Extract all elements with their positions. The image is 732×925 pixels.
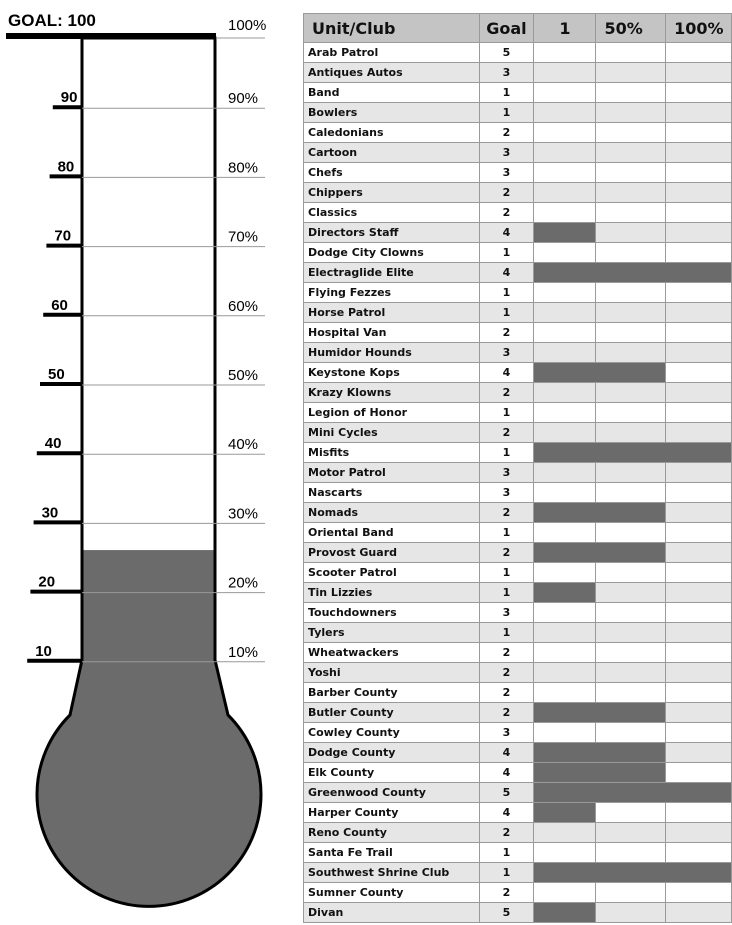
unit-name-cell: Electraglide Elite bbox=[304, 263, 480, 283]
progress-cell-2 bbox=[596, 183, 666, 203]
unit-name-cell: Scooter Patrol bbox=[304, 563, 480, 583]
table-row bbox=[304, 603, 732, 623]
goal-cell: 4 bbox=[479, 223, 534, 243]
progress-cell-2 bbox=[596, 403, 666, 423]
unit-name-cell: Tin Lizzies bbox=[304, 583, 480, 603]
progress-cell-2 bbox=[596, 643, 666, 663]
progress-cell-3 bbox=[666, 863, 732, 883]
progress-cell-1 bbox=[534, 263, 596, 283]
progress-cell-3 bbox=[666, 543, 732, 563]
progress-cell-3 bbox=[666, 483, 732, 503]
table-row bbox=[304, 503, 732, 523]
table-row bbox=[304, 63, 732, 83]
progress-cell-2 bbox=[596, 703, 666, 723]
unit-name-cell: Flying Fezzes bbox=[304, 283, 480, 303]
progress-cell-1 bbox=[534, 403, 596, 423]
progress-cell-3 bbox=[666, 83, 732, 103]
unit-name-cell: Caledonians bbox=[304, 123, 480, 143]
progress-cell-3 bbox=[666, 643, 732, 663]
progress-cell-2 bbox=[596, 83, 666, 103]
unit-name-cell: Mini Cycles bbox=[304, 423, 480, 443]
progress-cell-2 bbox=[596, 663, 666, 683]
table-row bbox=[304, 363, 732, 383]
unit-name-cell: Harper County bbox=[304, 803, 480, 823]
tick-label: 40 bbox=[44, 435, 62, 453]
progress-cell-1 bbox=[534, 383, 596, 403]
progress-cell-2 bbox=[596, 603, 666, 623]
unit-name-cell: Krazy Klowns bbox=[304, 383, 480, 403]
goal-cell: 3 bbox=[479, 343, 534, 363]
header-goal: Goal bbox=[479, 14, 534, 43]
percent-label: 40% bbox=[228, 436, 259, 454]
progress-cell-2 bbox=[596, 263, 666, 283]
progress-cell-1 bbox=[534, 743, 596, 763]
goal-cell: 3 bbox=[479, 163, 534, 183]
goal-cell: 3 bbox=[479, 723, 534, 743]
unit-name-cell: Cowley County bbox=[304, 723, 480, 743]
progress-cell-2 bbox=[596, 623, 666, 643]
unit-name-cell: Humidor Hounds bbox=[304, 343, 480, 363]
progress-cell-3 bbox=[666, 103, 732, 123]
progress-cell-1 bbox=[534, 43, 596, 63]
progress-cell-2 bbox=[596, 103, 666, 123]
unit-name-cell: Yoshi bbox=[304, 663, 480, 683]
progress-cell-3 bbox=[666, 803, 732, 823]
goal-cell: 3 bbox=[479, 463, 534, 483]
progress-cell-3 bbox=[666, 823, 732, 843]
unit-name-cell: Southwest Shrine Club bbox=[304, 863, 480, 883]
unit-name-cell: Misfits bbox=[304, 443, 480, 463]
goal-cell: 1 bbox=[479, 563, 534, 583]
tick-label: 80 bbox=[57, 158, 75, 176]
progress-cell-3 bbox=[666, 263, 732, 283]
table-row bbox=[304, 903, 732, 923]
progress-cell-3 bbox=[666, 243, 732, 263]
unit-name-cell: Reno County bbox=[304, 823, 480, 843]
percent-label: 80% bbox=[228, 159, 259, 177]
progress-cell-2 bbox=[596, 743, 666, 763]
goal-cell: 1 bbox=[479, 443, 534, 463]
percent-label: 90% bbox=[228, 90, 259, 108]
goal-cell: 5 bbox=[479, 903, 534, 923]
percent-label: 30% bbox=[228, 505, 259, 523]
goal-cell: 1 bbox=[479, 623, 534, 643]
progress-cell-3 bbox=[666, 623, 732, 643]
progress-cell-1 bbox=[534, 563, 596, 583]
unit-name-cell: Antiques Autos bbox=[304, 63, 480, 83]
table-row bbox=[304, 483, 732, 503]
progress-cell-3 bbox=[666, 283, 732, 303]
progress-cell-2 bbox=[596, 783, 666, 803]
goal-cell: 2 bbox=[479, 683, 534, 703]
table-header-row bbox=[304, 14, 732, 43]
progress-cell-2 bbox=[596, 583, 666, 603]
progress-cell-1 bbox=[534, 523, 596, 543]
goal-cell: 1 bbox=[479, 583, 534, 603]
unit-name-cell: Provost Guard bbox=[304, 543, 480, 563]
progress-cell-1 bbox=[534, 903, 596, 923]
progress-cell-1 bbox=[534, 63, 596, 83]
table-row bbox=[304, 683, 732, 703]
goal-cell: 1 bbox=[479, 83, 534, 103]
goal-cell: 2 bbox=[479, 323, 534, 343]
unit-name-cell: Greenwood County bbox=[304, 783, 480, 803]
table-row bbox=[304, 523, 732, 543]
table-row bbox=[304, 783, 732, 803]
unit-goal-table bbox=[303, 13, 732, 923]
table-row bbox=[304, 583, 732, 603]
progress-cell-3 bbox=[666, 203, 732, 223]
tick-label: 60 bbox=[51, 296, 68, 314]
goal-cell: 2 bbox=[479, 663, 534, 683]
unit-name-cell: Legion of Honor bbox=[304, 403, 480, 423]
table-row bbox=[304, 883, 732, 903]
goal-cell: 1 bbox=[479, 103, 534, 123]
table-row bbox=[304, 463, 732, 483]
progress-cell-1 bbox=[534, 883, 596, 903]
progress-cell-2 bbox=[596, 63, 666, 83]
unit-name-cell: Arab Patrol bbox=[304, 43, 480, 63]
progress-cell-2 bbox=[596, 343, 666, 363]
goal-cell: 2 bbox=[479, 543, 534, 563]
table-row bbox=[304, 83, 732, 103]
unit-name-cell: Barber County bbox=[304, 683, 480, 703]
progress-cell-1 bbox=[534, 103, 596, 123]
progress-cell-1 bbox=[534, 683, 596, 703]
goal-cell: 1 bbox=[479, 243, 534, 263]
progress-cell-3 bbox=[666, 143, 732, 163]
table-row bbox=[304, 103, 732, 123]
progress-cell-3 bbox=[666, 403, 732, 423]
table-row bbox=[304, 43, 732, 63]
progress-cell-3 bbox=[666, 423, 732, 443]
table-row bbox=[304, 323, 732, 343]
unit-name-cell: Bowlers bbox=[304, 103, 480, 123]
progress-cell-1 bbox=[534, 363, 596, 383]
progress-cell-1 bbox=[534, 443, 596, 463]
progress-cell-2 bbox=[596, 303, 666, 323]
progress-cell-3 bbox=[666, 163, 732, 183]
progress-cell-1 bbox=[534, 303, 596, 323]
table-row bbox=[304, 543, 732, 563]
progress-cell-2 bbox=[596, 863, 666, 883]
goal-cell: 2 bbox=[479, 383, 534, 403]
goal-title: GOAL: 100 bbox=[8, 11, 96, 30]
table-row bbox=[304, 643, 732, 663]
table-row bbox=[304, 243, 732, 263]
progress-cell-3 bbox=[666, 303, 732, 323]
progress-cell-1 bbox=[534, 343, 596, 363]
table-row bbox=[304, 863, 732, 883]
progress-cell-3 bbox=[666, 883, 732, 903]
goal-cell: 2 bbox=[479, 643, 534, 663]
table-row bbox=[304, 803, 732, 823]
progress-cell-2 bbox=[596, 243, 666, 263]
table-row bbox=[304, 743, 732, 763]
progress-cell-2 bbox=[596, 423, 666, 443]
goal-cell: 1 bbox=[479, 403, 534, 423]
goal-cell: 3 bbox=[479, 63, 534, 83]
unit-name-cell: Elk County bbox=[304, 763, 480, 783]
progress-cell-2 bbox=[596, 323, 666, 343]
progress-cell-3 bbox=[666, 723, 732, 743]
unit-name-cell: Oriental Band bbox=[304, 523, 480, 543]
goal-cell: 5 bbox=[479, 43, 534, 63]
progress-cell-3 bbox=[666, 43, 732, 63]
progress-cell-1 bbox=[534, 583, 596, 603]
progress-cell-3 bbox=[666, 903, 732, 923]
goal-cell: 2 bbox=[479, 183, 534, 203]
progress-cell-3 bbox=[666, 743, 732, 763]
unit-name-cell: Horse Patrol bbox=[304, 303, 480, 323]
table-row bbox=[304, 343, 732, 363]
unit-name-cell: Classics bbox=[304, 203, 480, 223]
progress-cell-2 bbox=[596, 443, 666, 463]
progress-cell-1 bbox=[534, 763, 596, 783]
unit-name-cell: Nomads bbox=[304, 503, 480, 523]
unit-name-cell: Divan bbox=[304, 903, 480, 923]
progress-cell-2 bbox=[596, 543, 666, 563]
table-row bbox=[304, 623, 732, 643]
progress-cell-3 bbox=[666, 503, 732, 523]
progress-cell-1 bbox=[534, 183, 596, 203]
unit-name-cell: Dodge County bbox=[304, 743, 480, 763]
header-step-1: 1 bbox=[534, 14, 596, 43]
unit-name-cell: Hospital Van bbox=[304, 323, 480, 343]
progress-cell-3 bbox=[666, 123, 732, 143]
unit-name-cell: Tylers bbox=[304, 623, 480, 643]
progress-cell-3 bbox=[666, 663, 732, 683]
percent-label: 20% bbox=[228, 574, 259, 592]
progress-cell-2 bbox=[596, 803, 666, 823]
percent-label-100: 100% bbox=[228, 17, 267, 34]
goal-cell: 2 bbox=[479, 423, 534, 443]
table-row bbox=[304, 223, 732, 243]
progress-cell-3 bbox=[666, 703, 732, 723]
tick-label: 50 bbox=[48, 366, 65, 383]
progress-cell-3 bbox=[666, 443, 732, 463]
progress-cell-2 bbox=[596, 723, 666, 743]
tick-label: 10 bbox=[35, 642, 52, 660]
progress-cell-1 bbox=[534, 243, 596, 263]
unit-name-cell: Nascarts bbox=[304, 483, 480, 503]
progress-cell-1 bbox=[534, 203, 596, 223]
percent-label: 60% bbox=[228, 297, 259, 315]
progress-cell-1 bbox=[534, 423, 596, 443]
unit-name-cell: Motor Patrol bbox=[304, 463, 480, 483]
table-row bbox=[304, 423, 732, 443]
header-step-100: 100% bbox=[666, 14, 732, 43]
progress-cell-1 bbox=[534, 703, 596, 723]
progress-cell-1 bbox=[534, 323, 596, 343]
progress-cell-1 bbox=[534, 843, 596, 863]
goal-cell: 4 bbox=[479, 743, 534, 763]
progress-cell-1 bbox=[534, 143, 596, 163]
progress-cell-1 bbox=[534, 123, 596, 143]
goal-cell: 2 bbox=[479, 823, 534, 843]
progress-cell-3 bbox=[666, 383, 732, 403]
progress-cell-1 bbox=[534, 503, 596, 523]
unit-name-cell: Sumner County bbox=[304, 883, 480, 903]
progress-cell-3 bbox=[666, 603, 732, 623]
progress-cell-1 bbox=[534, 283, 596, 303]
progress-cell-2 bbox=[596, 363, 666, 383]
table-row bbox=[304, 843, 732, 863]
progress-cell-3 bbox=[666, 683, 732, 703]
table-row bbox=[304, 403, 732, 423]
progress-cell-2 bbox=[596, 483, 666, 503]
unit-name-cell: Santa Fe Trail bbox=[304, 843, 480, 863]
progress-cell-2 bbox=[596, 463, 666, 483]
progress-cell-3 bbox=[666, 843, 732, 863]
progress-cell-3 bbox=[666, 63, 732, 83]
table-row bbox=[304, 303, 732, 323]
progress-cell-3 bbox=[666, 563, 732, 583]
goal-cell: 1 bbox=[479, 523, 534, 543]
progress-cell-3 bbox=[666, 363, 732, 383]
unit-name-cell: Band bbox=[304, 83, 480, 103]
unit-name-cell: Wheatwackers bbox=[304, 643, 480, 663]
table-row bbox=[304, 383, 732, 403]
goal-cell: 3 bbox=[479, 143, 534, 163]
progress-cell-1 bbox=[534, 663, 596, 683]
progress-cell-1 bbox=[534, 163, 596, 183]
progress-cell-3 bbox=[666, 183, 732, 203]
goal-cell: 1 bbox=[479, 283, 534, 303]
progress-cell-2 bbox=[596, 683, 666, 703]
progress-cell-2 bbox=[596, 523, 666, 543]
progress-cell-1 bbox=[534, 823, 596, 843]
progress-cell-1 bbox=[534, 783, 596, 803]
table-row bbox=[304, 703, 732, 723]
table-row bbox=[304, 183, 732, 203]
goal-cell: 1 bbox=[479, 863, 534, 883]
progress-cell-3 bbox=[666, 783, 732, 803]
header-step-50: 50% bbox=[596, 14, 666, 43]
table-row bbox=[304, 823, 732, 843]
unit-name-cell: Butler County bbox=[304, 703, 480, 723]
goal-cell: 2 bbox=[479, 883, 534, 903]
progress-cell-2 bbox=[596, 883, 666, 903]
table-row bbox=[304, 163, 732, 183]
progress-cell-3 bbox=[666, 223, 732, 243]
progress-cell-2 bbox=[596, 843, 666, 863]
table-row bbox=[304, 263, 732, 283]
unit-name-cell: Cartoon bbox=[304, 143, 480, 163]
table-row bbox=[304, 563, 732, 583]
tick-label: 20 bbox=[38, 573, 56, 591]
unit-name-cell: Chippers bbox=[304, 183, 480, 203]
progress-cell-2 bbox=[596, 503, 666, 523]
table-row bbox=[304, 723, 732, 743]
progress-cell-1 bbox=[534, 223, 596, 243]
unit-name-cell: Directors Staff bbox=[304, 223, 480, 243]
goal-cell: 5 bbox=[479, 783, 534, 803]
progress-cell-2 bbox=[596, 903, 666, 923]
table-row bbox=[304, 283, 732, 303]
progress-cell-3 bbox=[666, 583, 732, 603]
table-row bbox=[304, 123, 732, 143]
goal-cell: 1 bbox=[479, 843, 534, 863]
progress-cell-2 bbox=[596, 763, 666, 783]
thermometer-chart bbox=[0, 0, 290, 925]
goal-cell: 3 bbox=[479, 603, 534, 623]
tick-label: 30 bbox=[41, 504, 59, 522]
progress-cell-2 bbox=[596, 143, 666, 163]
unit-name-cell: Keystone Kops bbox=[304, 363, 480, 383]
progress-cell-3 bbox=[666, 323, 732, 343]
table-row bbox=[304, 663, 732, 683]
goal-cell: 2 bbox=[479, 703, 534, 723]
table-row bbox=[304, 143, 732, 163]
progress-cell-3 bbox=[666, 523, 732, 543]
progress-cell-1 bbox=[534, 483, 596, 503]
table-row bbox=[304, 763, 732, 783]
progress-cell-2 bbox=[596, 283, 666, 303]
progress-cell-3 bbox=[666, 763, 732, 783]
progress-cell-2 bbox=[596, 203, 666, 223]
progress-cell-2 bbox=[596, 123, 666, 143]
progress-cell-2 bbox=[596, 563, 666, 583]
progress-cell-1 bbox=[534, 623, 596, 643]
progress-cell-3 bbox=[666, 463, 732, 483]
goal-cell: 4 bbox=[479, 363, 534, 383]
goal-cell: 4 bbox=[479, 763, 534, 783]
goal-cell: 2 bbox=[479, 203, 534, 223]
progress-cell-1 bbox=[534, 723, 596, 743]
unit-name-cell: Touchdowners bbox=[304, 603, 480, 623]
goal-cell: 3 bbox=[479, 483, 534, 503]
goal-cell: 2 bbox=[479, 123, 534, 143]
percent-label: 50% bbox=[228, 367, 259, 384]
header-unit-club: Unit/Club bbox=[304, 14, 480, 43]
goal-cell: 4 bbox=[479, 803, 534, 823]
progress-cell-2 bbox=[596, 223, 666, 243]
progress-cell-2 bbox=[596, 163, 666, 183]
goal-cell: 1 bbox=[479, 303, 534, 323]
progress-cell-1 bbox=[534, 603, 596, 623]
progress-cell-1 bbox=[534, 463, 596, 483]
progress-cell-3 bbox=[666, 343, 732, 363]
progress-cell-1 bbox=[534, 543, 596, 563]
progress-cell-2 bbox=[596, 43, 666, 63]
progress-cell-1 bbox=[534, 803, 596, 823]
progress-cell-1 bbox=[534, 643, 596, 663]
percent-label: 10% bbox=[228, 643, 259, 661]
unit-name-cell: Dodge City Clowns bbox=[304, 243, 480, 263]
progress-cell-2 bbox=[596, 383, 666, 403]
progress-cell-1 bbox=[534, 863, 596, 883]
goal-cell: 2 bbox=[479, 503, 534, 523]
tick-label: 90 bbox=[60, 89, 78, 107]
percent-label: 70% bbox=[228, 228, 259, 246]
unit-name-cell: Chefs bbox=[304, 163, 480, 183]
goal-cell: 4 bbox=[479, 263, 534, 283]
tick-label: 70 bbox=[54, 227, 72, 245]
table-row bbox=[304, 443, 732, 463]
progress-cell-2 bbox=[596, 823, 666, 843]
table-row bbox=[304, 203, 732, 223]
progress-cell-1 bbox=[534, 83, 596, 103]
